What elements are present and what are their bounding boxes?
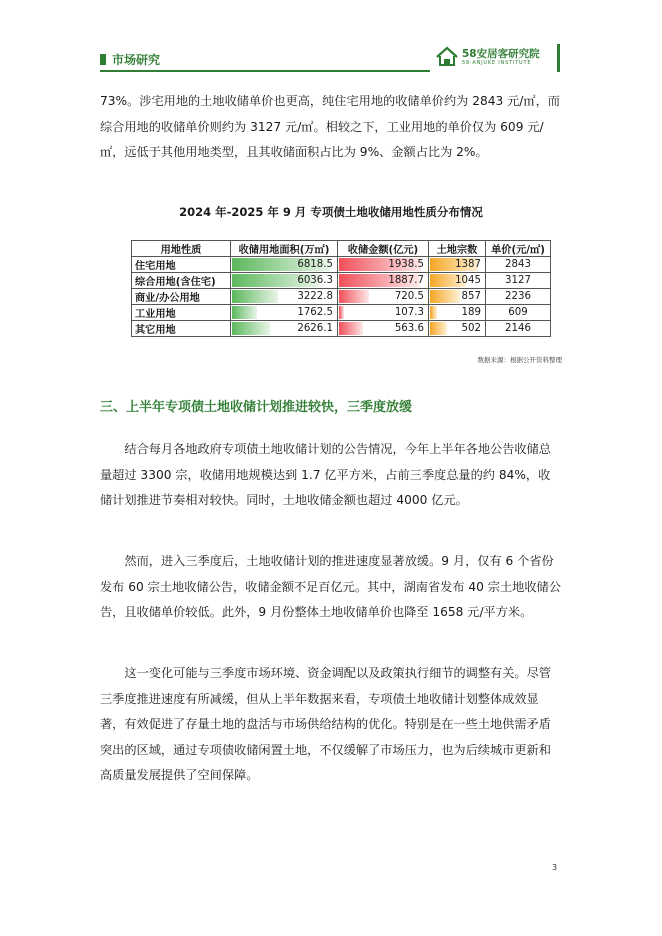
amount-value: 107.3 — [394, 307, 424, 318]
count-value: 502 — [461, 323, 481, 334]
header-marker — [100, 54, 106, 65]
area-value: 1762.5 — [297, 307, 333, 318]
page-number: 3 — [552, 863, 558, 872]
logo-text-en: 58·ANJUKE INSTITUTE — [462, 60, 532, 66]
amount-cell — [338, 289, 429, 305]
amount-data-bar — [339, 322, 363, 335]
price-cell: 2236 — [486, 289, 551, 305]
table-header: 用地性质 — [132, 241, 231, 257]
land-type-cell: 其它用地 — [132, 321, 231, 337]
body-paragraph: 这一变化可能与三季度市场环境、资金调配以及政策执行细节的调整有关。尽管三季度推进速度有所减缓，但从上半年数据来看，专项债土地收储计划整体成效显著，有效促进了存量土地的盘活与市场供给结构的优化。特别是在一些土地供需矛盾突出的区域，通过专项债收储闲置土地，不仅缓解了市场压力，也为后续城市更新和高质量发展提供了空间保障。 — [100, 666, 551, 782]
table-row — [132, 321, 551, 337]
area-data-bar — [232, 290, 278, 303]
amount-cell — [338, 273, 429, 289]
land-type-cell: 综合用地(含住宅) — [132, 273, 231, 289]
table-header: 收储金额(亿元) — [338, 241, 429, 257]
count-cell — [429, 321, 486, 337]
count-data-bar — [430, 306, 437, 319]
table-header: 土地宗数 — [429, 241, 486, 257]
land-type-cell: 住宅用地 — [132, 257, 231, 273]
count-value: 857 — [461, 291, 481, 302]
land-use-table — [131, 240, 551, 337]
header-rule — [100, 70, 430, 72]
area-cell — [231, 257, 338, 273]
logo — [436, 44, 550, 70]
area-cell — [231, 289, 338, 305]
table-title: 2024 年-2025 年 9 月 专项债土地收储用地性质分布情况 — [179, 205, 483, 219]
amount-value: 1938.5 — [388, 259, 424, 270]
table-row — [132, 289, 551, 305]
area-cell — [231, 321, 338, 337]
data-source: 数据来源：根据公开资料整理 — [477, 356, 562, 364]
price-cell: 3127 — [486, 273, 551, 289]
amount-cell — [338, 257, 429, 273]
count-cell — [429, 289, 486, 305]
section-title: 三、上半年专项债土地收储计划推进较快，三季度放缓 — [100, 400, 413, 415]
amount-data-bar — [339, 290, 369, 303]
body-paragraph: 结合每月各地政府专项债土地收储计划的公告情况，今年上半年各地公告收储总量超过 3300 宗，收储用地规模达到 1.7 亿平方米，占前三季度总量的约 84%，收储计划推进节奏相对较快。同时，土地收储金额也超过 4000 亿元。 — [100, 442, 551, 507]
table-row — [132, 273, 551, 289]
table-row — [132, 257, 551, 273]
house-logo-icon — [436, 46, 458, 66]
table-row — [132, 305, 551, 321]
land-type-cell: 商业/办公用地 — [132, 289, 231, 305]
price-cell: 609 — [486, 305, 551, 321]
count-data-bar — [430, 322, 447, 335]
count-cell — [429, 257, 486, 273]
area-value: 6036.3 — [297, 275, 333, 286]
area-value: 6818.5 — [297, 259, 333, 270]
area-value: 2626.1 — [297, 323, 333, 334]
intro-paragraph: 73%。涉宅用地的土地收储单价也更高，纯住宅用地的收储单价约为 2843 元/㎡，而综合用地的收储单价则约为 3127 元/㎡。相较之下，工业用地的单价仅为 609 元/㎡，远低于其他用地类型，且其收储面积占比为 9%、金额占比为 2%。 — [100, 94, 560, 159]
amount-value: 563.6 — [394, 323, 424, 334]
amount-cell — [338, 305, 429, 321]
area-data-bar — [232, 322, 270, 335]
amount-value: 720.5 — [394, 291, 424, 302]
count-cell — [429, 305, 486, 321]
count-value: 1387 — [455, 259, 481, 270]
logo-text: 58安居客研究院 — [462, 48, 540, 60]
amount-value: 1887.7 — [388, 275, 424, 286]
amount-data-bar — [339, 306, 344, 319]
area-value: 3222.8 — [297, 291, 333, 302]
header-section-label: 市场研究 — [112, 53, 161, 67]
area-cell — [231, 305, 338, 321]
table-header: 收储用地面积(万㎡) — [231, 241, 338, 257]
land-type-cell: 工业用地 — [132, 305, 231, 321]
table-header: 单价(元/㎡) — [486, 241, 551, 257]
count-value: 189 — [461, 307, 481, 318]
count-data-bar — [430, 290, 460, 303]
count-cell — [429, 273, 486, 289]
price-cell: 2146 — [486, 321, 551, 337]
count-value: 1045 — [455, 275, 481, 286]
table-header-row — [132, 241, 551, 257]
price-cell: 2843 — [486, 257, 551, 273]
area-data-bar — [232, 306, 257, 319]
body-paragraph: 然而，进入三季度后，土地收储计划的推进速度显著放缓。9 月，仅有 6 个省份发布 60 宗土地收储公告，收储金额不足百亿元。其中，湖南省发布 40 宗土地收储公告，且收储单价较低。此外，9 月份整体土地收储单价也降至 1658 元/平方米。 — [100, 554, 561, 619]
amount-cell — [338, 321, 429, 337]
header-vertical-bar — [557, 44, 560, 72]
area-cell — [231, 273, 338, 289]
